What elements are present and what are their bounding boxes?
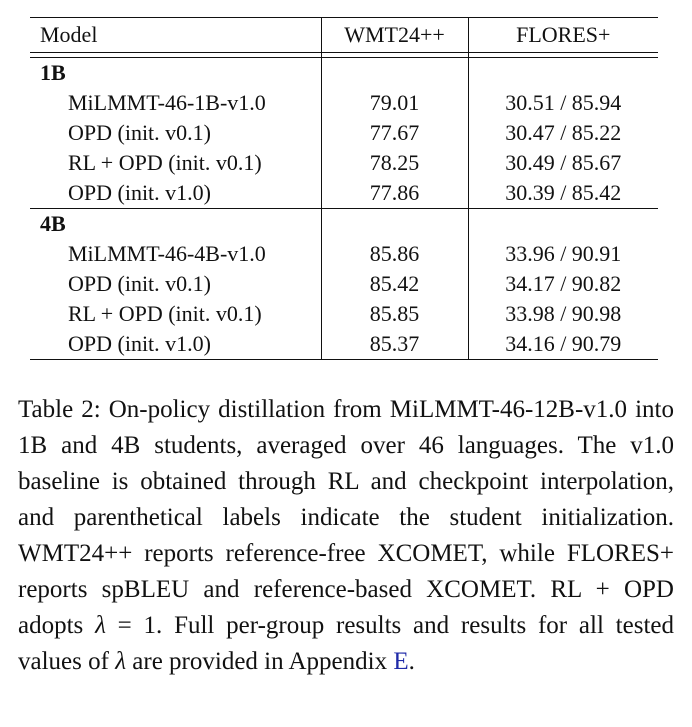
- wmt-score: 79.01: [321, 88, 468, 118]
- flores-score: 30.49 / 85.67: [468, 148, 658, 178]
- flores-score: 33.96 / 90.91: [468, 239, 658, 269]
- table-row: [30, 178, 658, 209]
- model-name: OPD (init. v0.1): [68, 120, 211, 145]
- wmt-score: 77.86: [321, 178, 468, 209]
- caption-text-1: Table 2: On-policy distillation from MiLMMT-46-12B-v1.0 into 1B and 4B students, averaged over 46 languages. The v1.0 baseline is obtained through RL and checkpoint interpolation, and parenthetical labels indicate the student initialization. WMT24++ reports reference-free XCOMET, while FLORES+ reports spBLEU and reference-based XCOMET. RL + OPD adopts: [18, 396, 674, 639]
- model-name: OPD (init. v0.1): [68, 271, 211, 296]
- caption-text-3: are provided in Appendix: [126, 648, 394, 675]
- table-row: [30, 329, 658, 360]
- wmt-score: 85.37: [321, 329, 468, 360]
- model-name: RL + OPD (init. v0.1): [68, 150, 262, 175]
- table-row: [30, 118, 658, 148]
- caption-text-2: = 1. Full per-group results and results for all tested values of: [18, 612, 674, 675]
- wmt-score: 77.67: [321, 118, 468, 148]
- wmt-score: 85.86: [321, 239, 468, 269]
- appendix-link[interactable]: E: [393, 648, 409, 675]
- caption-text-4: .: [408, 648, 415, 675]
- wmt-score: 85.42: [321, 269, 468, 299]
- table-row: [30, 299, 658, 329]
- results-table-container: [30, 17, 658, 360]
- model-name: MiLMMT-46-4B-v1.0: [68, 241, 266, 266]
- results-table: [30, 17, 658, 360]
- model-name: OPD (init. v1.0): [30, 329, 321, 360]
- group-row-4b: [30, 209, 658, 240]
- flores-score: 33.98 / 90.98: [468, 299, 658, 329]
- table-row: [30, 88, 658, 118]
- table-row: [30, 269, 658, 299]
- table-header-row: [30, 18, 658, 53]
- table-row: [30, 148, 658, 178]
- table-caption: [18, 392, 674, 680]
- group-label: 1B: [40, 60, 66, 85]
- group-label: 4B: [40, 211, 66, 236]
- lambda-symbol: λ: [95, 612, 106, 639]
- model-name: RL + OPD (init. v0.1): [68, 301, 262, 326]
- wmt-score: 85.85: [321, 299, 468, 329]
- lambda-symbol: λ: [115, 648, 127, 675]
- flores-score: 30.51 / 85.94: [468, 88, 658, 118]
- header-model: Model: [30, 18, 321, 53]
- flores-score: 30.39 / 85.42: [468, 178, 658, 209]
- flores-score: 34.17 / 90.82: [468, 269, 658, 299]
- model-name: OPD (init. v1.0): [30, 178, 321, 209]
- model-name: MiLMMT-46-1B-v1.0: [68, 90, 266, 115]
- flores-score: 34.16 / 90.79: [468, 329, 658, 360]
- flores-score: 30.47 / 85.22: [468, 118, 658, 148]
- wmt-score: 78.25: [321, 148, 468, 178]
- header-wmt24: WMT24++: [321, 18, 468, 53]
- header-flores: FLORES+: [468, 18, 658, 53]
- table-row: [30, 239, 658, 269]
- group-row-1b: [30, 58, 658, 89]
